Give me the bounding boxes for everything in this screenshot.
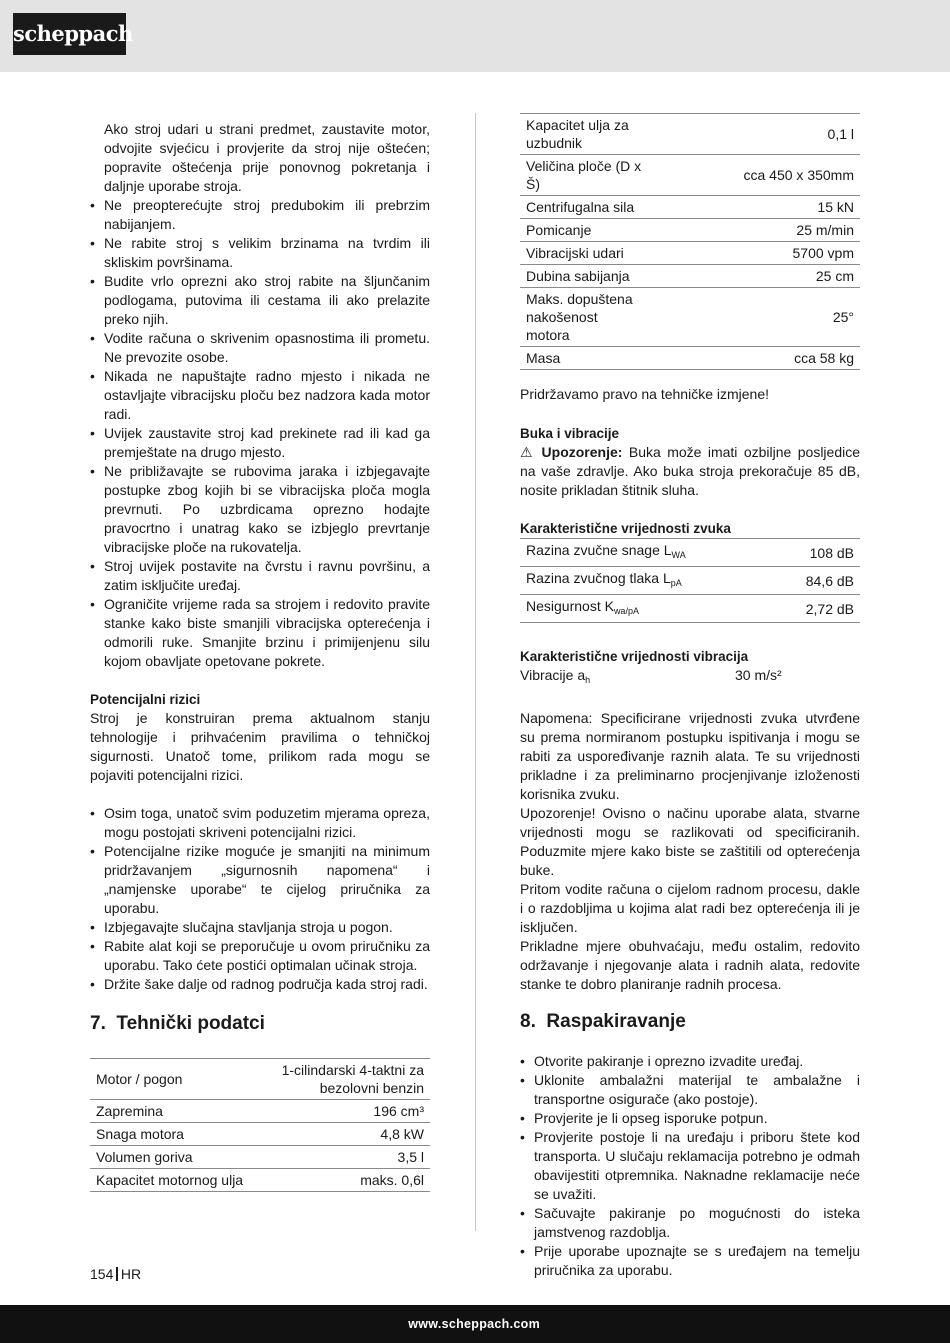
list-item: • Prije uporabe upoznajte se s uređajem na temelju priručnika za uporabu. — [520, 1243, 860, 1278]
warning-label: Upozorenje: — [541, 444, 623, 460]
list-item: • Otvorite pakiranje i oprezno izvadite uređaj. — [520, 1053, 804, 1069]
table-row — [90, 1123, 430, 1146]
column-divider — [475, 113, 476, 1231]
section-8-title: 8. Raspakiravanje — [520, 1011, 686, 1032]
sound-values-table — [520, 538, 860, 623]
table-row — [520, 567, 860, 595]
list-item: • Potencijalne rizike moguće je smanjiti na minimum pridržavanjem „sigurnosnih napomena“ i „namjenske uporabe“ te cijelog priručnika za uporabu. — [90, 843, 430, 916]
page-number: 154 HR — [90, 1266, 142, 1282]
note-paragraph: Napomena: Specificirane vrijednosti zvuka utvrđene su prema normiranom postupku ispitivanja i mogu se rabiti za uspoređivanje raznih alata. Te su vrijednosti prikladne i za preliminarno procjenjivanje izloženosti korisnika zvuku. — [520, 710, 860, 802]
table-cell-value: 0,1 l — [650, 114, 860, 155]
table-row — [90, 1059, 430, 1100]
table-cell-value: cca 58 kg — [650, 347, 860, 370]
right-column — [520, 113, 860, 1280]
table-cell-value: 196 cm³ — [260, 1100, 430, 1123]
list-item: • Budite vrlo oprezni ako stroj rabite na šljunčanim podlogama, putovima ili cestama ili ako prelazite preko njih. — [90, 273, 430, 327]
table-cell-label: Motor / pogon — [90, 1059, 260, 1100]
warning-text: Buka može imati ozbiljne posljedice na vaše zdravlje. Ako buka stroja prekoračuje 85 dB, nosite prikladan štitnik sluha. — [520, 444, 861, 498]
table-row — [90, 1146, 430, 1169]
table-cell-label: Nesigurnost $K_{wa/pA}$ — [520, 595, 772, 623]
website-link[interactable]: www.scheppach.com — [408, 1317, 540, 1331]
list-item: • Ne rabite stroj s velikim brzinama na tvrdim ili skliskim površinama. — [90, 235, 430, 270]
list-item: • Sačuvajte pakiranje po mogućnosti do isteka jamstvenog razdoblja. — [520, 1205, 860, 1240]
table-cell-label: Vibracijski udari — [520, 242, 650, 265]
table-row — [520, 539, 860, 567]
table-row — [520, 265, 860, 288]
table-cell-label: Veličina ploče (D x Š) — [520, 155, 650, 196]
table-row — [520, 595, 860, 623]
sound-heading: Karakteristične vrijednosti zvuka — [520, 521, 731, 536]
scheppach-logo: scheppach — [13, 13, 126, 55]
table-cell-value: 25° — [650, 288, 860, 347]
table-cell-value: 25 m/min — [650, 219, 860, 242]
table-cell-value: 1-cilindarski 4-taktni za bezolovni benzin — [260, 1059, 430, 1100]
list-item: • Izbjegavajte slučajna stavljanja stroja u pogon. — [90, 919, 393, 935]
risks-bullet-list — [90, 804, 430, 994]
noise-heading: Buka i vibracije — [520, 426, 620, 441]
table-row — [90, 1169, 430, 1192]
list-item: • Nikada ne napuštajte radno mjesto i nikada ne ostavljajte vibracijsku ploču bez nadzora kada motor radi. — [90, 368, 430, 422]
table-row — [520, 114, 860, 155]
reserve-note: Pridržavamo pravo na tehničke izmjene! — [520, 386, 770, 402]
table-row — [90, 1100, 430, 1123]
table-cell-value: 84,6 dB — [772, 567, 860, 595]
table-cell-value: cca 450 x 350mm — [650, 155, 860, 196]
risks-heading: Potencijalni rizici — [90, 692, 201, 707]
vibration-value: 30 m/s² — [735, 667, 782, 683]
vibration-heading: Karakteristične vrijednosti vibracija — [520, 649, 749, 664]
table-row — [520, 242, 860, 265]
list-item: • Ne preopterećujte stroj predubokim ili prebrzim nabijanjem. — [90, 197, 430, 232]
table-cell-value: 5700 vpm — [650, 242, 860, 265]
note-paragraph: Pritom vodite računa o cijelom radnom procesu, dakle i o razdobljima u kojima alat radi bez opterećenja ili je isključen. — [520, 881, 860, 935]
table-cell-label: Volumen goriva — [90, 1146, 260, 1169]
table-row — [520, 196, 860, 219]
table-cell-value: 2,72 dB — [772, 595, 860, 623]
table-cell-label: Pomicanje — [520, 219, 650, 242]
table-row — [520, 347, 860, 370]
table-cell-label: Dubina sabijanja — [520, 265, 650, 288]
table-cell-value: maks. 0,6l — [260, 1169, 430, 1192]
table-cell-label: Razina zvučnog tlaka $L_{pA}$ — [520, 567, 772, 595]
list-item: • Osim toga, unatoč svim poduzetim mjerama opreza, mogu postojati skriveni potencijalni rizici. — [90, 805, 430, 840]
table-cell-label: Zapremina — [90, 1100, 260, 1123]
table-cell-value: 4,8 kW — [260, 1123, 430, 1146]
table-cell-label: Snaga motora — [90, 1123, 260, 1146]
table-cell-value: 25 cm — [650, 265, 860, 288]
list-item: • Provjerite je li opseg isporuke potpun. — [520, 1110, 768, 1126]
list-item: • Ne približavajte se rubovima jaraka i izbjegavajte postupke zbog kojih bi se vibracijska ploča mogla prevrnuti. Po uzbrdicama oprezno hodajte pravocrtno i unatrag kako se izbjeglo prevrtanje vibracijske ploče na rukovatelja. — [90, 463, 430, 555]
note-paragraph: Upozorenje! Ovisno o načinu uporabe alata, stvarne vrijednosti mogu se razlikovati od specificiranih. Poduzmite mjere kako biste se zaštitili od opterećenja buke. — [520, 805, 860, 878]
table-cell-value: 3,5 l — [260, 1146, 430, 1169]
warning-icon: ⚠ — [520, 444, 536, 460]
tech-data-table — [90, 1058, 430, 1192]
footer-band — [0, 1305, 950, 1343]
safety-bullet-list — [90, 196, 430, 671]
list-item: • Uvijek zaustavite stroj kad prekinete rad ili kad ga premještate na drugo mjesto. — [90, 425, 430, 460]
table-row — [520, 219, 860, 242]
table-cell-label: Razina zvučne snage $L_{WA}$ — [520, 539, 772, 567]
risks-paragraph: Stroj je konstruiran prema aktualnom stanju tehnologije i prihvaćenim pravilima o tehničkoj sigurnosti. Unatoč tome, prilikom rada mogu se pojaviti potencijalni rizici. — [90, 710, 430, 783]
list-item: • Stroj uvijek postavite na čvrstu i ravnu površinu, a zatim isključite uređaj. — [90, 558, 430, 593]
table-cell-label: Kapacitet motornog ulja — [90, 1169, 260, 1192]
table-cell-label: Maks. dopuštena nakošenost motora — [520, 288, 650, 347]
noise-warning — [520, 443, 860, 500]
tech-data-table-continued — [520, 113, 860, 370]
table-cell-label: Centrifugalna sila — [520, 196, 650, 219]
list-item: • Ograničite vrijeme rada sa strojem i redovito pravite stanke kako biste smanjili vibracijska opterećenja i odmorili ruke. Smanjite brzinu i primijenjenu silu kojom obavljate opetovane pokrete. — [90, 596, 430, 669]
table-cell-label: Kapacitet ulja za uzbudnik — [520, 114, 650, 155]
header-band — [0, 0, 950, 72]
list-item: • Držite šake dalje od radnog područja kada stroj radi. — [90, 976, 428, 992]
list-item: • Rabite alat koji se preporučuje u ovom priručniku za uporabu. Tako ćete postići optimalan učinak stroja. — [90, 938, 430, 973]
vibration-label: Vibracije $a_h$ — [520, 667, 591, 685]
section-7-title: 7. Tehnički podatci — [90, 1013, 265, 1034]
intro-paragraph: Ako stroj udari u strani predmet, zaustavite motor, odvojite svjećicu i provjerite da stroj nije oštećen; popravite oštećenja prije ponovnog pokretanja i daljnje uporabe stroja. — [104, 121, 430, 194]
table-cell-label: Masa — [520, 347, 650, 370]
list-item: • Uklonite ambalažni materijal te ambalažne i transportne osigurače (ako postoje). — [520, 1072, 860, 1107]
table-row — [520, 288, 860, 347]
vibration-row — [520, 666, 860, 690]
unpack-bullet-list — [520, 1052, 860, 1280]
table-cell-value: 15 kN — [650, 196, 860, 219]
note-paragraph: Prikladne mjere obuhvaćaju, među ostalim, redovito održavanje i njegovanje alata i radnih alata, redovite stanke te dobro planiranje radnih procesa. — [520, 938, 860, 992]
list-item: • Vodite računa o skrivenim opasnostima ili prometu. Ne prevozite osobe. — [90, 330, 430, 365]
table-cell-value: 108 dB — [772, 539, 860, 567]
left-column — [90, 120, 430, 1192]
list-item: • Provjerite postoje li na uređaju i priboru štete kod transporta. U slučaju reklamacija potrebno je odmah obavijestiti otpremnika. Naknadne reklamacije neće se uvažiti. — [520, 1129, 860, 1202]
table-row — [520, 155, 860, 196]
